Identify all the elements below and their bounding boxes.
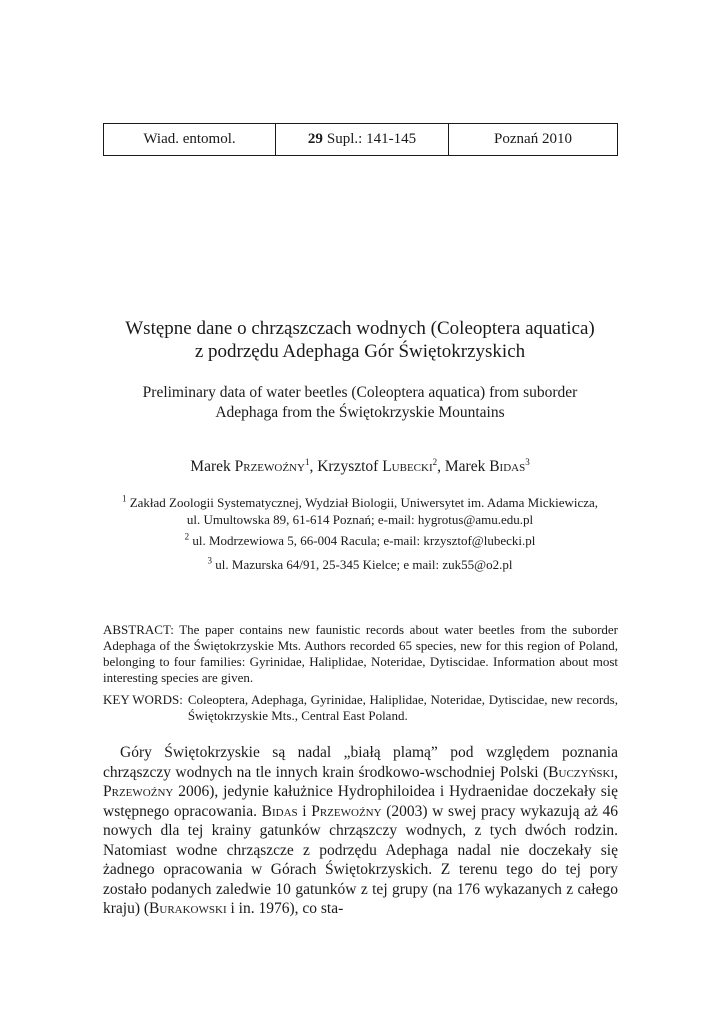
author-3-last: Bidas [489,458,526,475]
volume-number: 29 [307,131,323,147]
affiliation-1-line1: Zakład Zoologii Systematycznej, Wydział Biologii, Uniwersytet im. Adama Mickiewicza, [129,495,599,510]
title-polish-line2: z podrzędu Adephaga Gór Świętokrzyskich [194,341,526,362]
affiliation-1 [60,494,660,528]
author-2-first: Krzysztof [317,458,383,475]
affiliation-3 [60,556,660,573]
title-english-line2: Adephaga from the Świętokrzyskie Mountains [215,404,505,421]
affiliation-2-ref: 2 [184,531,190,542]
body-text-segment: Góry Świętokrzyskie są nadal „białą plamą” pod względem poznania chrząszczy wodnych na tle innych krain środkowo-wschodniej Polski ( [103,744,618,781]
journal-header [103,123,618,156]
citation-author: Przewoźny [311,802,382,820]
affiliation-1-ref: 1 [121,493,127,504]
author-1-last: Przewoźny [234,458,305,475]
citation-author: Przewoźny [103,783,174,800]
author-1-first: Marek [190,458,235,475]
author-3-first: Marek [444,458,490,475]
body-text-segment: (2003) w swej pracy wykazują aż 46 nowych dla tej krainy gatunków chrząszczy wodnych, z tych dwóch rodzin. Natomiast wodne chrząszcze z podrzędu Adephaga nadal nie doczekały się żadnego opracowania w Górach Świętokrzyskich. Z terenu tego do tej pory zostało podanych zaledwie 10 gatunków z tej grupy (na 176 wykazanych z całego kraju) ( [103,802,618,917]
volume-pages [275,124,448,155]
author-2-ref: 2 [432,456,438,467]
body-paragraph [103,743,618,919]
author-separator: , [309,458,318,475]
citation-author: Bidas [261,802,298,820]
body-text-segment: i in. 1976), co sta- [226,900,344,917]
affiliation-3-ref: 3 [207,555,213,566]
body-text-segment: i [297,802,312,820]
affiliation-2-line1: ul. Modrzewiowa 5, 66-004 Racula; e-mail: krzysztof@lubecki.pl [192,533,536,548]
affiliation-3-line1: ul. Mazurska 64/91, 25-345 Kielce; e mail: zuk55@o2.pl [215,557,513,572]
place-year: Poznań 2010 [448,124,617,155]
citation-author: Burakowski [149,900,227,917]
supplement-pages: Supl.: 141-145 [326,131,417,147]
citation-author: Buczyński [548,763,615,781]
body-text-segment: , [614,763,618,781]
keywords-text: Coleoptera, Adephaga, Gyrinidae, Haliplidae, Noteridae, Dytiscidae, new records, Świętokrzyskie Mts., Central East Poland. [187,692,618,723]
abstract: ABSTRACT: The paper contains new faunistic records about water beetles from the suborder Adephaga of the Świętokrzyskie Mts. Authors recorded 65 species, new for this region of Poland, belonging to four families: Gyrinidae, Haliplidae, Noteridae, Dytiscidae. Information about most interesting species are given. [103,622,618,685]
author-separator: , [437,458,445,475]
body-text-segment: 2006), jedynie kałużnice Hydrophiloidea i Hydraenidae doczekały się wstępnego opracowania. [103,783,618,820]
author-2-last: Lubecki [382,458,433,475]
author-1-ref: 1 [304,456,310,467]
affiliation-1-line2: ul. Umultowska 89, 61-614 Poznań; e-mail: hygrotus@amu.edu.pl [186,512,534,527]
title-polish [60,317,660,363]
title-english-line1: Preliminary data of water beetles (Coleoptera aquatica) from suborder [142,384,578,401]
affiliation-2 [60,532,660,549]
author-3-ref: 3 [525,456,530,467]
title-polish-line1: Wstępne dane o chrząszczach wodnych (Coleoptera aquatica) [125,318,595,339]
journal-name: Wiad. entomol. [143,131,236,147]
keywords-label: KEY WORDS: [103,692,183,707]
title-english [60,383,660,423]
keywords [103,692,618,724]
author-list [60,457,660,477]
